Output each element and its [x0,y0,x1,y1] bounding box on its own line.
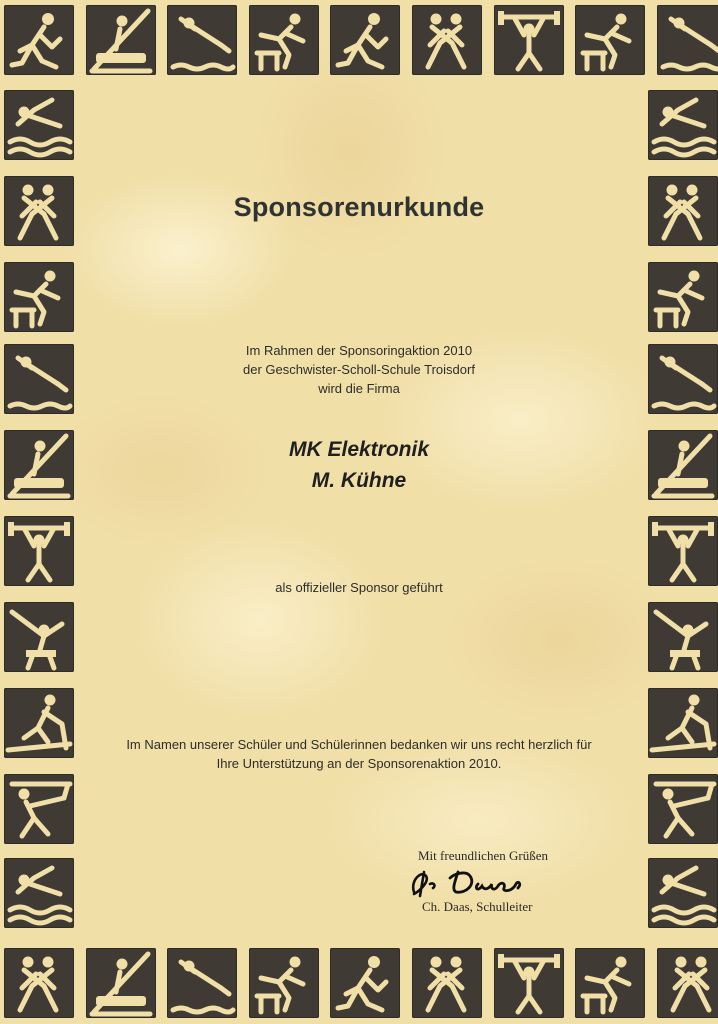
wrestling-icon [4,948,74,1018]
signature [400,862,550,902]
swimming-icon [4,858,74,928]
hurdles-icon [575,948,645,1018]
company-line: MK Elektronik [288,438,430,461]
intro-text [0,341,718,398]
running-icon [4,5,74,75]
diving-icon [167,948,237,1018]
hurdles-icon [648,262,718,332]
hurdles-icon [4,262,74,332]
fencing-icon [4,774,74,844]
thanks-text [0,735,718,773]
fencing-icon [648,774,718,844]
wrestling-icon [412,5,482,75]
hurdles-icon [249,948,319,1018]
certificate-title: Sponsorenurkunde [233,192,485,222]
running-icon [330,5,400,75]
sponsor-statement: als offizieller Sponsor geführt [275,580,443,595]
weightlifting-icon [494,948,564,1018]
gymnastics-icon [648,602,718,672]
wrestling-icon [657,948,718,1018]
kayak-icon [86,5,156,75]
weightlifting-icon [4,516,74,586]
signer-name: Ch. Daas, Schulleiter [422,899,533,914]
running-icon [330,948,400,1018]
company-name [0,434,718,496]
diving-icon [167,5,237,75]
diving-icon [657,5,718,75]
intro-line: der Geschwister-Scholl-Schule Troisdorf [243,362,475,377]
swimming-icon [648,858,718,928]
intro-line: Im Rahmen der Sponsoringaktion 2010 [245,343,473,358]
wrestling-icon [412,948,482,1018]
kayak-icon [86,948,156,1018]
weightlifting-icon [494,5,564,75]
weightlifting-icon [648,516,718,586]
gymnastics-icon [4,602,74,672]
thanks-line: Im Namen unserer Schüler und Schülerinnen bedanken wir uns recht herzlich für [126,737,592,752]
closing-greeting: Mit freundlichen Grüßen [418,848,548,863]
thanks-line: Ihre Unterstützung an der Sponsorenaktion 2010. [216,756,502,771]
swimming-icon [4,90,74,160]
swimming-icon [648,90,718,160]
hurdles-icon [575,5,645,75]
company-line: M. Kühne [311,469,407,492]
hurdles-icon [249,5,319,75]
intro-line: wird die Firma [318,381,400,396]
